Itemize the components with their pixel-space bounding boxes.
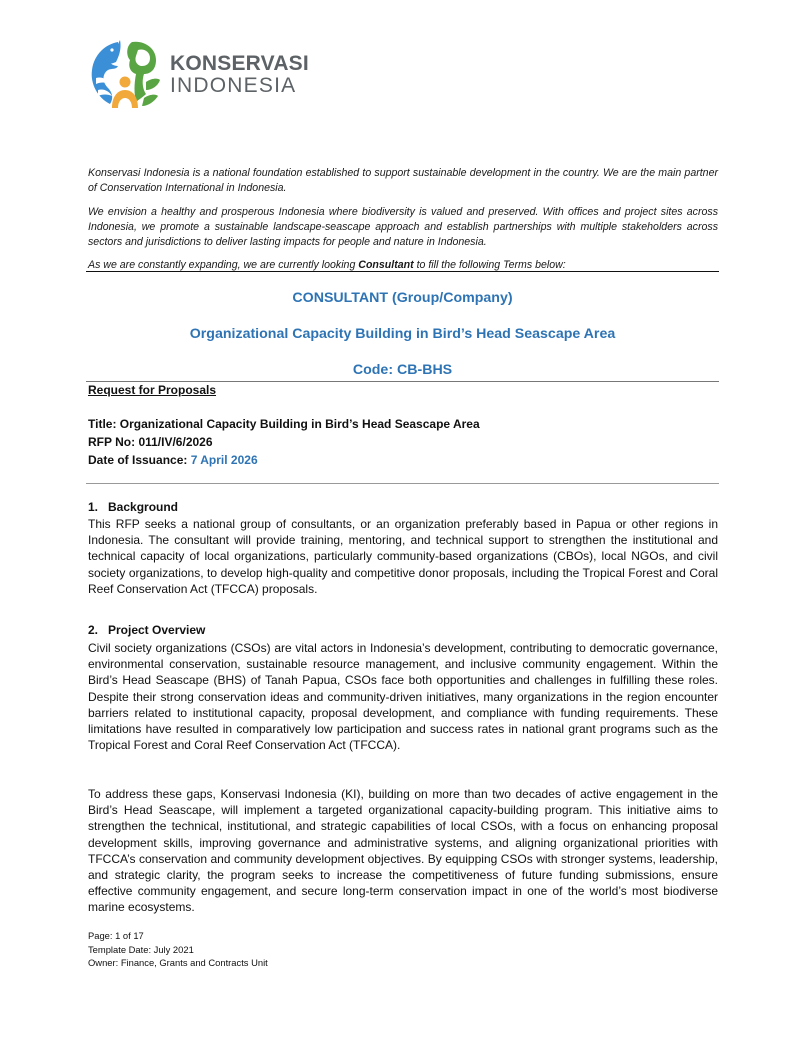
logo-line-indonesia: INDONESIA [170,73,297,97]
paragraph: To address these gaps, Konservasi Indonesia (KI), building on more than two decades of active engagement in the Bird’s Head Seascape, will implement a targeted organizational capacity-building program. This initiative aims to strengthen the technical, institutional, and strategic capabilities of local CSOs, with a focus on enhancing proposal development skills, improving governance and administrative systems, and aligning organizational priorities with TFCCA’s conservation and community development objectives. By equipping CSOs with stronger systems, leadership, and strategic clarity, the program seeks to increase the competitiveness of future funding submissions, ensure effective community engagement, and secure long-term conservation impact in one of the world’s most biodiverse marine ecosystems. [88,787,718,915]
page-footer [88,929,268,970]
intro-text-3-after: to fill the following Terms below: [413,259,566,271]
footer-owner: Owner: Finance, Grants and Contracts Unit [88,957,268,968]
intro-text-3-bold: Consultant [358,259,414,271]
intro-text-3-before: As we are constantly expanding, we are currently looking [88,259,359,271]
intro-paragraph-about [88,166,718,196]
rfp-number: RFP No: 011/IV/6/2026 [88,435,213,449]
section-background-body [88,516,718,597]
section-background-title [88,500,178,514]
intro-paragraph-vision [88,205,718,250]
divider-meta [86,483,719,484]
rfp-date [88,451,480,469]
project-heading: Organizational Capacity Building in Bird’s Head Seascape Area [189,326,616,342]
paragraph: This RFP seeks a national group of consultants, or an organization preferably based in Papua or other regions in Indonesia. The consultant will provide training, mentoring, and technical support to strengthen the institutional and technical capacity of local organizations, particularly community-based organizations (CBOs), local NGOs, and civil society organizations, to develop high-quality and competitive donor proposals, including the Tropical Forest and Coral Reef Conservation Act (TFCCA) proposals. [88,517,718,596]
rfp-date-value: 7 April 2026 [190,453,258,467]
footer-page-number: Page: 1 of 17 [88,930,144,941]
intro-text-2: We envision a healthy and prosperous Indonesia where biodiversity is valued and preserved. With offices and project sites across Indonesia, we promote a sustainable landscape-seascape approach and establish partnerships with multiple stakeholders across sectors and jurisdictions to deliver lasting impacts for people and nature in Indonesia. [88,206,718,248]
rfp-date-label: Date of Issuance: [88,453,191,467]
logo-line-konservasi: KONSERVASI [170,51,309,75]
intro-text-1: Konservasi Indonesia is a national foundation established to support sustainable development in the country. We are the main partner of Conservation International in Indonesia. [88,167,718,194]
footer-template-date: Template Date: July 2021 [88,943,194,955]
paragraph: Civil society organizations (CSOs) are vital actors in Indonesia’s development, contributing to democratic governance, environmental conservation, sustainable resource management, and inclusive community engagement. Within the Bird’s Head Seascape (BHS) of Tanah Papua, CSOs face both opportunities and challenges in fulfilling these roles. Despite their strong conservation ideas and community-driven initiatives, many organizations in the region encounter barriers related to institutional capacity, proposal development, and compliance with funding requirements. These limitations have resulted in comparatively low participation and success rates in national grant programs such as the Tropical Forest and Coral Reef Conservation Act (TFCCA). [88,641,718,753]
konservasi-indonesia-logo [88,38,309,110]
rfp-label: Request for Proposals [88,383,217,397]
position-heading: CONSULTANT (Group/Company) [292,290,513,306]
rfp-meta [88,415,480,469]
section-title-text: Project Overview [108,623,206,637]
section-number: 1. [88,500,99,514]
logo-wordmark [170,53,309,96]
logo-emblem-icon [88,38,162,110]
code-heading: Code: CB-BHS [352,362,453,378]
section-overview-title [88,623,205,637]
section-title-text: Background [108,500,179,514]
section-overview-body-2 [88,786,718,916]
section-overview-body-1 [88,640,718,753]
divider-intro [86,271,719,272]
section-number: 2. [88,623,99,637]
divider-headings [86,381,719,382]
rfp-title: Title: Organizational Capacity Building in Bird’s Head Seascape Area [88,417,480,431]
